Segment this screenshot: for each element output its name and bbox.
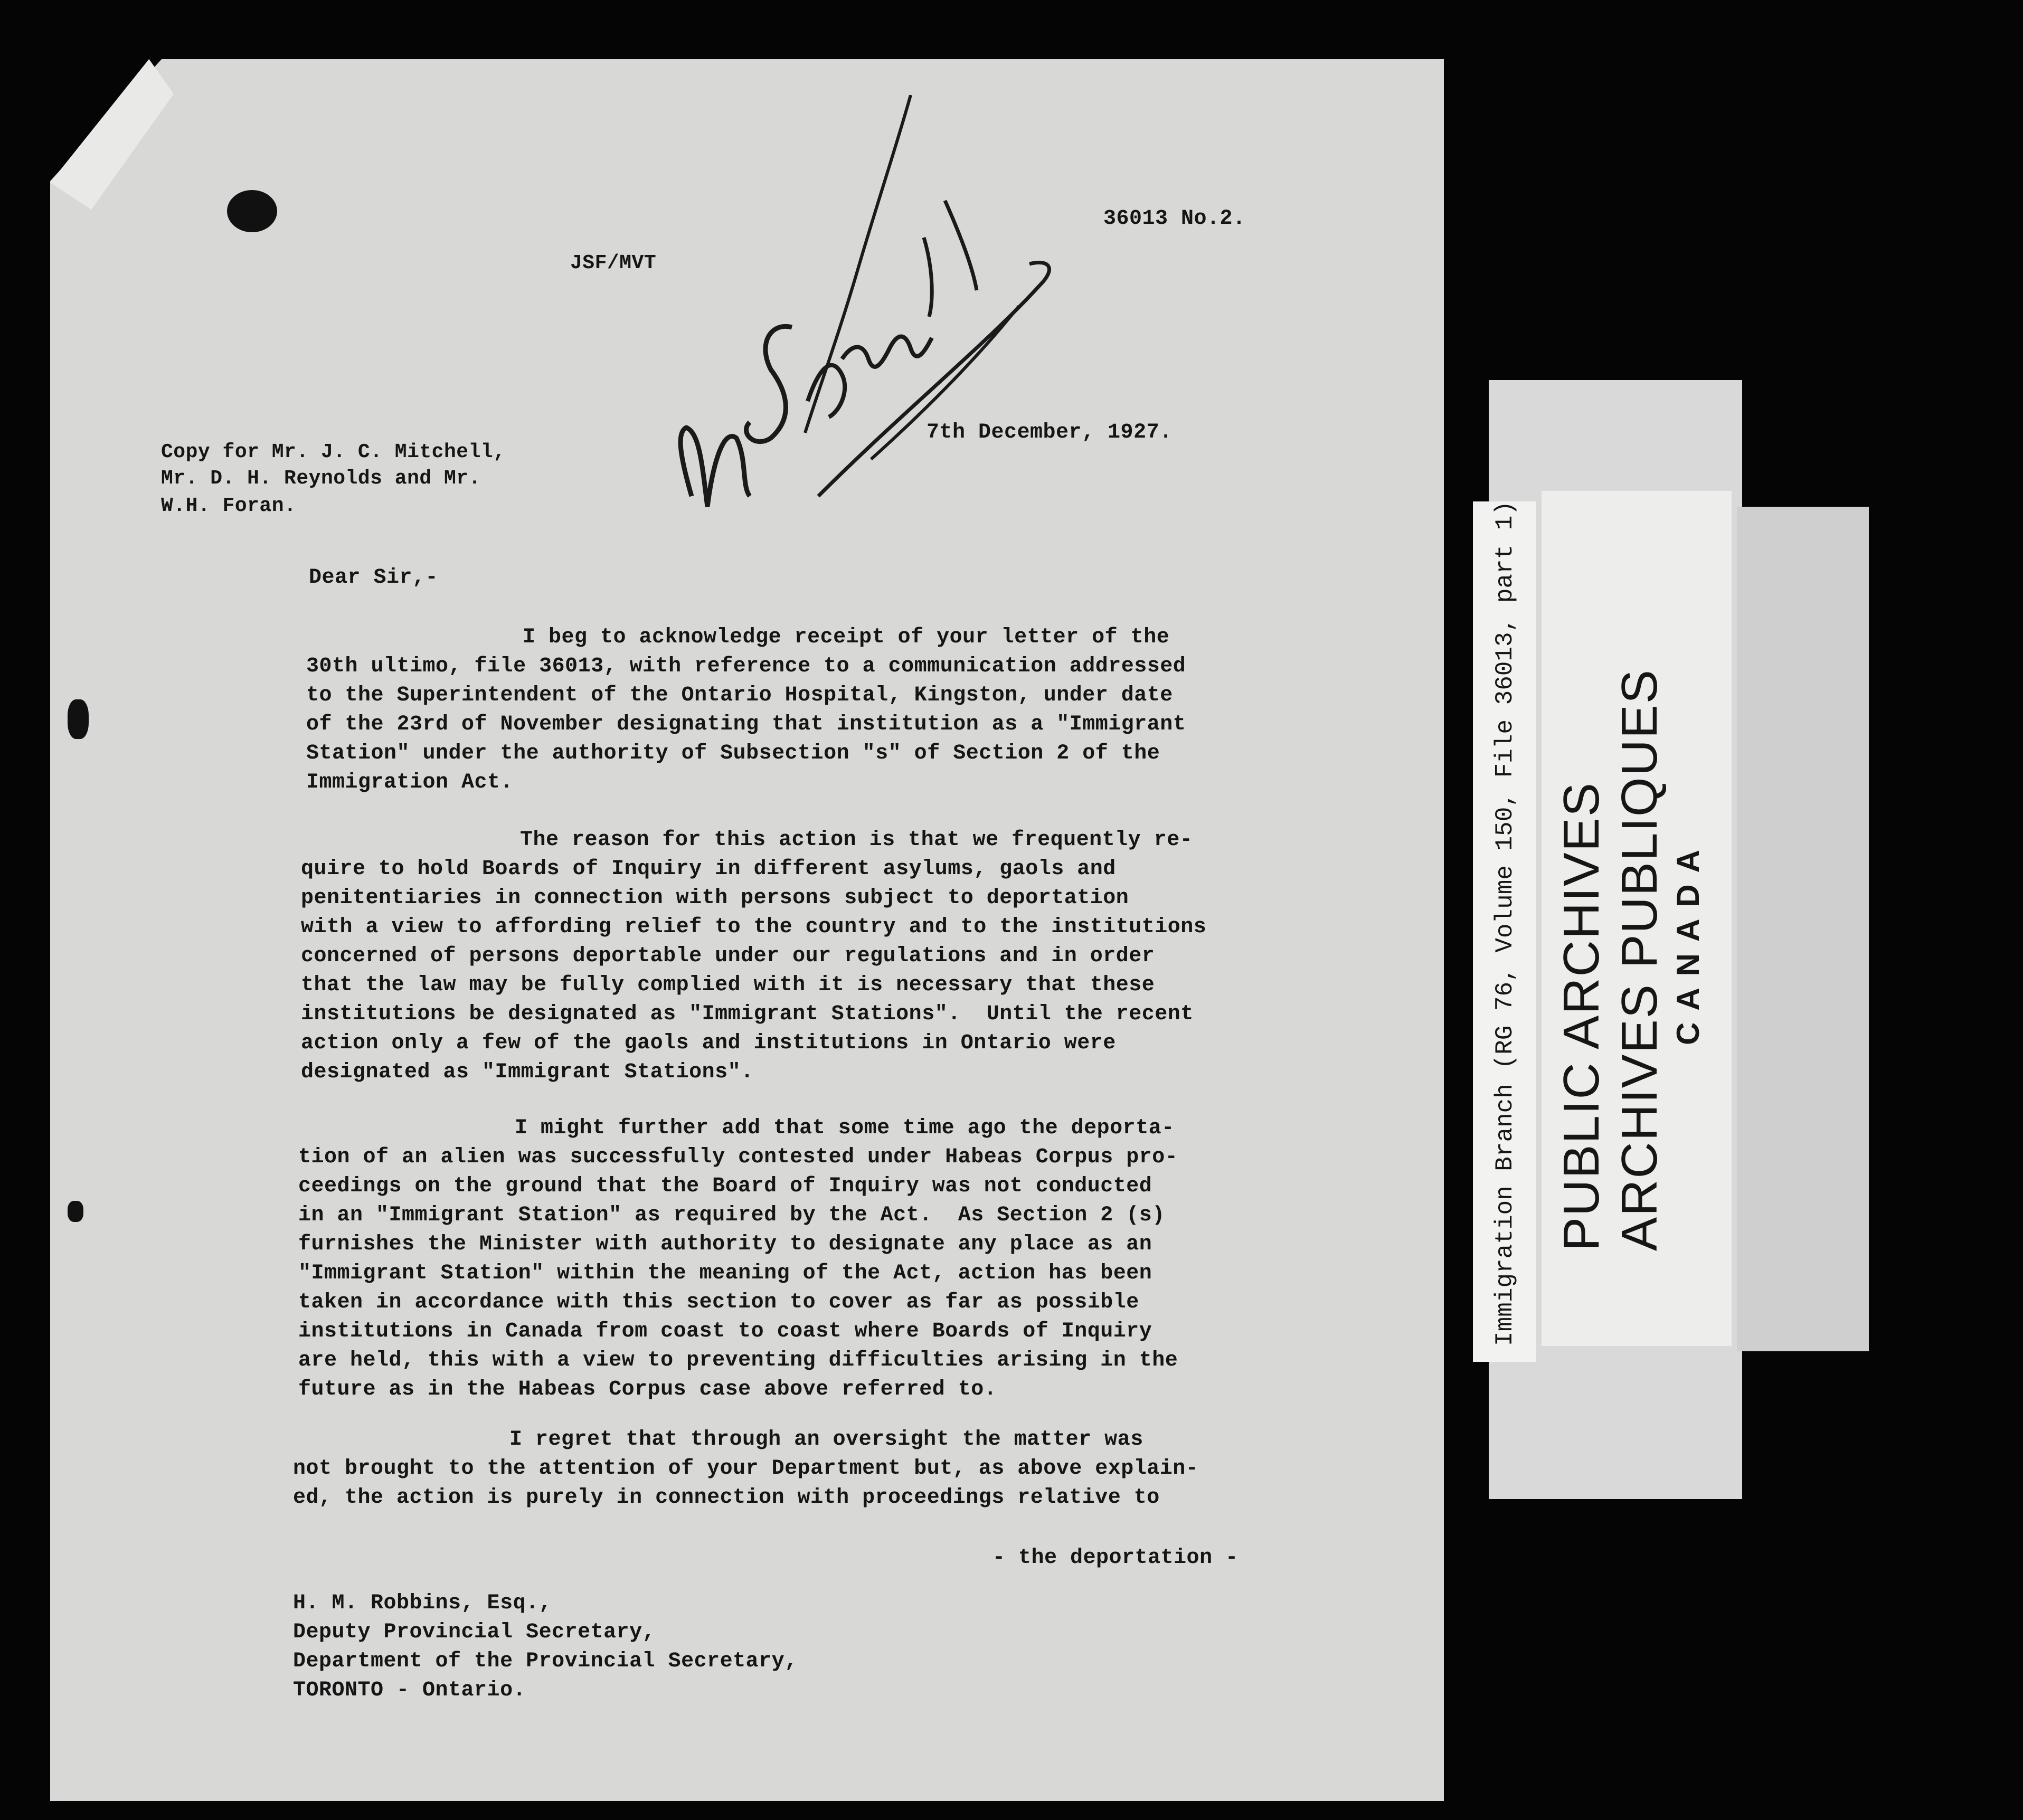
continuation-marker: - the deportation - <box>992 1546 1239 1570</box>
ink-blot <box>227 190 277 232</box>
paragraph-line: tion of an alien was successfully contested under Habeas Corpus pro- <box>298 1145 1178 1169</box>
paragraph-line: 30th ultimo, file 36013, with reference to a communication addressed <box>306 655 1186 678</box>
paragraph-line: Station" under the authority of Subsection "s" of Section 2 of the <box>306 742 1160 765</box>
paragraph-line: quire to hold Boards of Inquiry in different asylums, gaols and <box>301 857 1116 881</box>
archive-source-line: Immigration Branch (RG 76, Volume 150, File 36013, part 1) <box>1491 500 1519 1346</box>
paragraph-line: Immigration Act. <box>306 771 514 794</box>
paragraph-line: The reason for this action is that we frequently re- <box>520 828 1193 852</box>
paragraph-line: future as in the Habeas Corpus case above referred to. <box>298 1378 997 1401</box>
recipient-line: H. M. Robbins, Esq., <box>293 1591 552 1615</box>
archive-label-line-1: PUBLIC ARCHIVES <box>1553 782 1610 1251</box>
paragraph-line: of the 23rd of November designating that institution as a "Immigrant <box>306 713 1186 736</box>
paragraph-line: designated as "Immigrant Stations". <box>301 1060 754 1084</box>
paragraph-line: with a view to affording relief to the country and to the institutions <box>301 915 1207 939</box>
recipient-line: Department of the Provincial Secretary, <box>293 1650 798 1673</box>
paragraph-line: I might further add that some time ago the deporta- <box>515 1116 1175 1140</box>
paragraph-line: ed, the action is purely in connection with proceedings relative to <box>293 1486 1160 1510</box>
copy-note-line: Mr. D. H. Reynolds and Mr. <box>161 467 481 490</box>
paragraph-line: taken in accordance with this section to cover as far as possible <box>298 1291 1139 1314</box>
paragraph-line: furnishes the Minister with authority to designate any place as an <box>298 1233 1152 1256</box>
paragraph-line: that the law may be fully complied with it is necessary that these <box>301 973 1155 997</box>
paragraph-line: "Immigrant Station" within the meaning of the Act, action has been <box>298 1262 1152 1285</box>
paragraph-line: not brought to the attention of your Department but, as above explain- <box>293 1457 1199 1481</box>
file-number: 36013 No.2. <box>1103 207 1246 231</box>
paragraph-line: action only a few of the gaols and institutions in Ontario were <box>301 1031 1116 1055</box>
recipient-line: Deputy Provincial Secretary, <box>293 1620 656 1644</box>
handwritten-annotation <box>649 95 1072 581</box>
letter-date: 7th December, 1927. <box>927 421 1173 444</box>
salutation: Dear Sir,- <box>309 566 439 590</box>
archive-folder-card <box>1737 507 1869 1351</box>
paragraph-line: institutions in Canada from coast to coast where Boards of Inquiry <box>298 1320 1152 1343</box>
archive-label-line-2: ARCHIVES PUBLIQUES <box>1611 669 1668 1251</box>
archive-label-line-3: CANADA <box>1670 838 1706 1045</box>
paragraph-line: are held, this with a view to preventing difficulties arising in the <box>298 1349 1178 1372</box>
copy-note-line: W.H. Foran. <box>161 495 297 517</box>
paragraph-line: in an "Immigrant Station" as required by the Act. As Section 2 (s) <box>298 1203 1165 1227</box>
copy-note-line: Copy for Mr. J. C. Mitchell, <box>161 441 506 463</box>
paragraph-line: I beg to acknowledge receipt of your letter of the <box>523 625 1170 649</box>
paragraph-line: concerned of persons deportable under our regulations and in order <box>301 944 1155 968</box>
edge-mark <box>68 1201 83 1222</box>
edge-mark <box>68 699 89 739</box>
reference-initials: JSF/MVT <box>570 252 657 274</box>
paragraph-line: I regret that through an oversight the matter was <box>509 1428 1143 1452</box>
paragraph-line: to the Superintendent of the Ontario Hospital, Kingston, under date <box>306 684 1173 707</box>
recipient-line: TORONTO - Ontario. <box>293 1679 526 1702</box>
paragraph-line: ceedings on the ground that the Board of Inquiry was not conducted <box>298 1174 1152 1198</box>
paragraph-line: penitentiaries in connection with persons subject to deportation <box>301 886 1129 910</box>
paragraph-line: institutions be designated as "Immigrant Stations". Until the recent <box>301 1002 1194 1026</box>
